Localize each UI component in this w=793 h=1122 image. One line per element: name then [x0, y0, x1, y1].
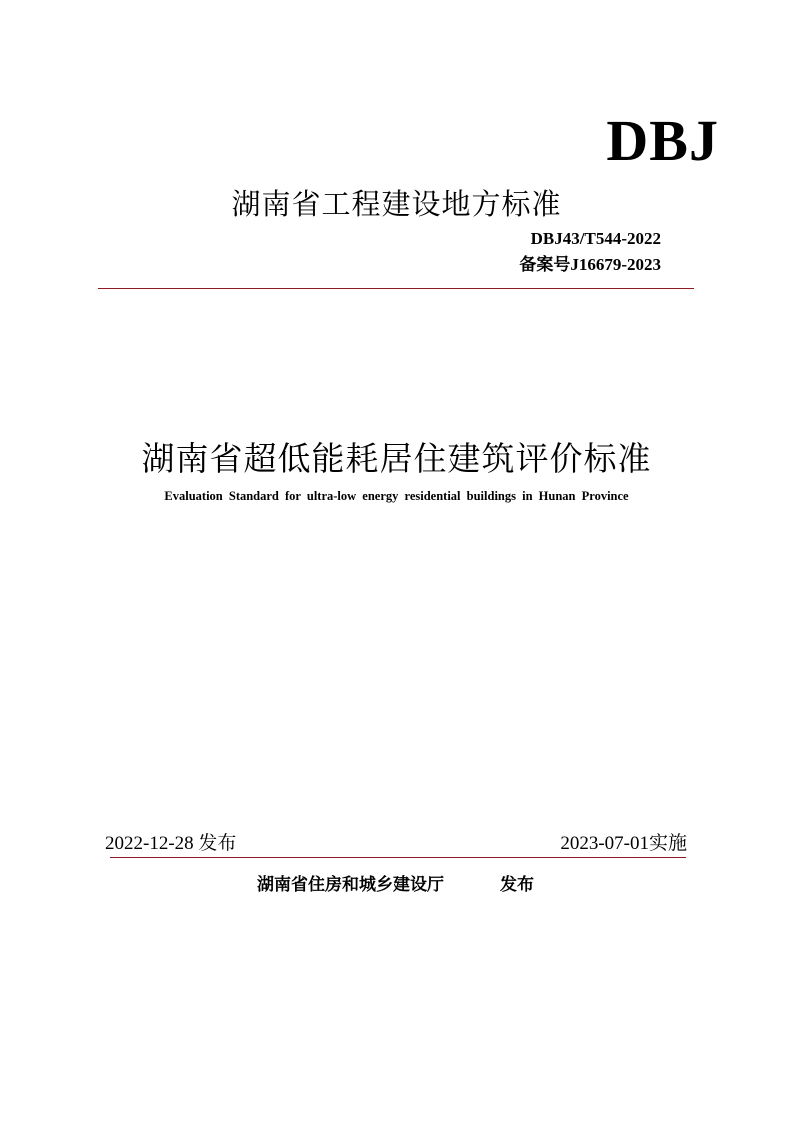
- document-title: 湖南省超低能耗居住建筑评价标准: [141, 439, 652, 478]
- standard-code-mark: DBJ: [606, 108, 719, 173]
- issue-label: 发布: [198, 832, 237, 854]
- issue-date-line: [105, 830, 236, 857]
- record-number: 备案号J16679-2023: [519, 255, 661, 274]
- publisher-name: 湖南省住房和城乡建设厅: [257, 875, 444, 895]
- implement-label: 实施: [648, 832, 687, 854]
- implement-date-line: [560, 830, 687, 857]
- series-title: 湖南省工程建设地方标准: [231, 187, 562, 221]
- publish-label: 发布: [500, 875, 534, 895]
- top-divider: [98, 288, 694, 289]
- document-title-english: Evaluation Standard for ultra-low energy residential buildings in Hunan Province: [164, 489, 629, 503]
- bottom-divider: [110, 857, 686, 858]
- issue-date: 2022-12-28: [105, 833, 194, 854]
- implement-date: 2023-07-01: [560, 833, 649, 854]
- standard-number: DBJ43/T544-2022: [530, 229, 661, 248]
